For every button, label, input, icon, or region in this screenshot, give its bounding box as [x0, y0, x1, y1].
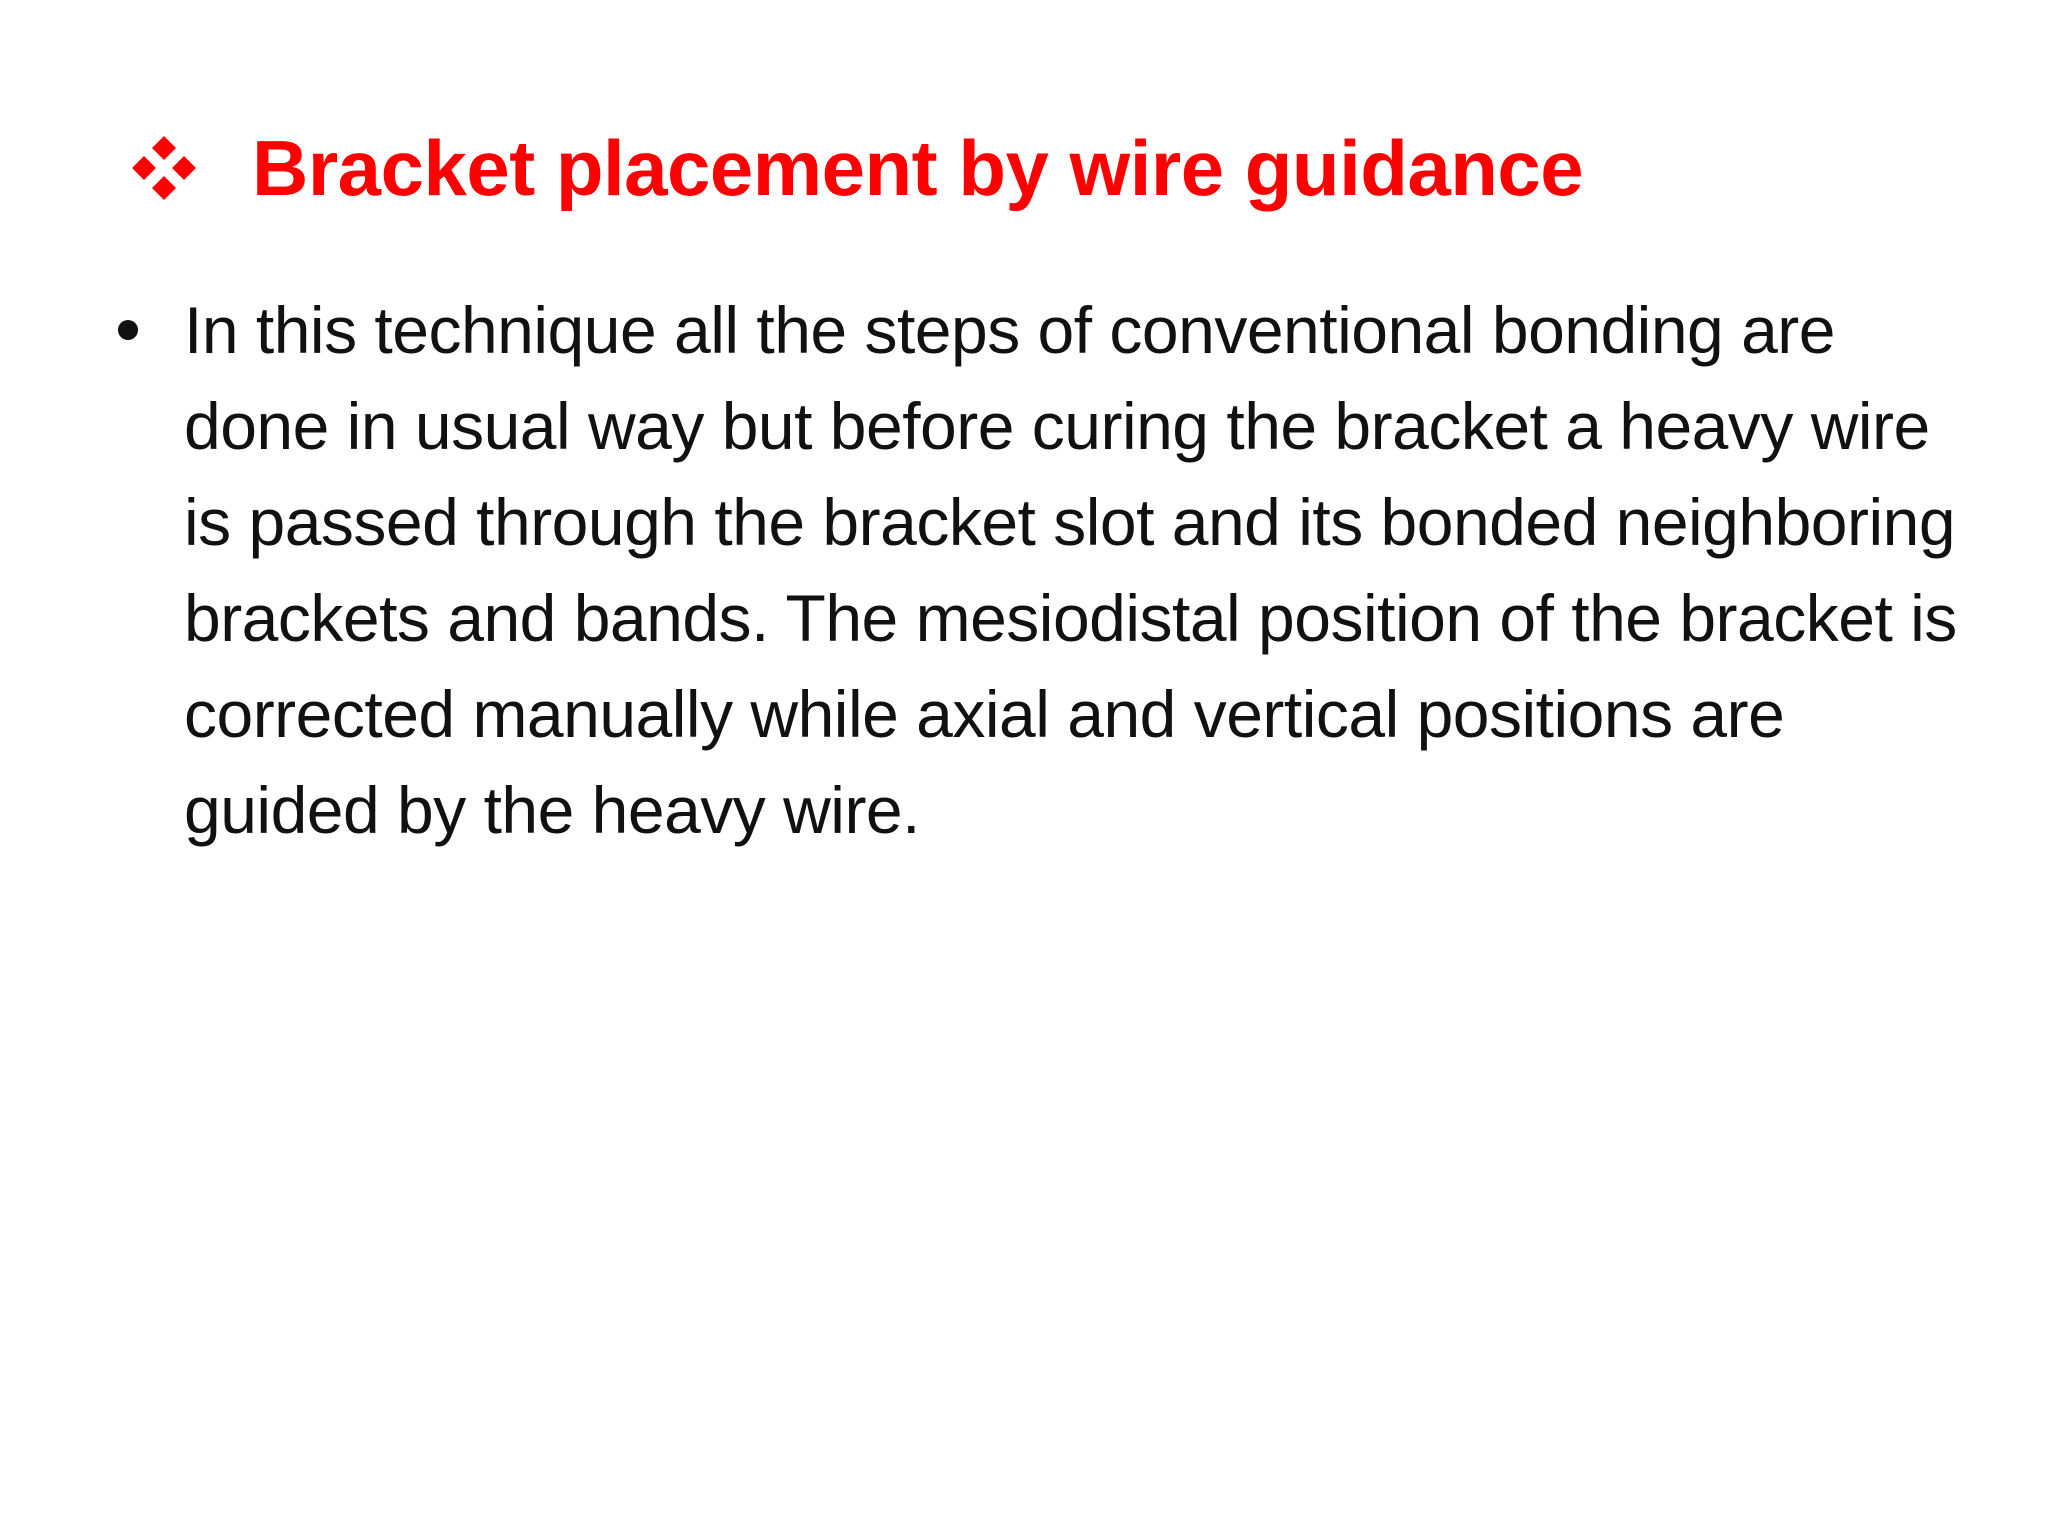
slide-title: Bracket placement by wire guidance	[252, 124, 1584, 212]
slide-title-row	[128, 108, 1988, 228]
body-bullet-list	[100, 282, 1960, 858]
diamond-cluster-bullet-icon	[128, 132, 200, 204]
bullet-item	[100, 282, 1960, 858]
bullet-text: In this technique all the steps of conventional bonding are done in usual way but before curing the bracket a heavy wire is passed through the bracket slot and its bonded neighboring brackets and bands. The mesiodistal position of the bracket is corrected manually while axial and vertical positions are guided by the heavy wire.	[184, 293, 1957, 847]
round-bullet-icon	[108, 282, 148, 378]
